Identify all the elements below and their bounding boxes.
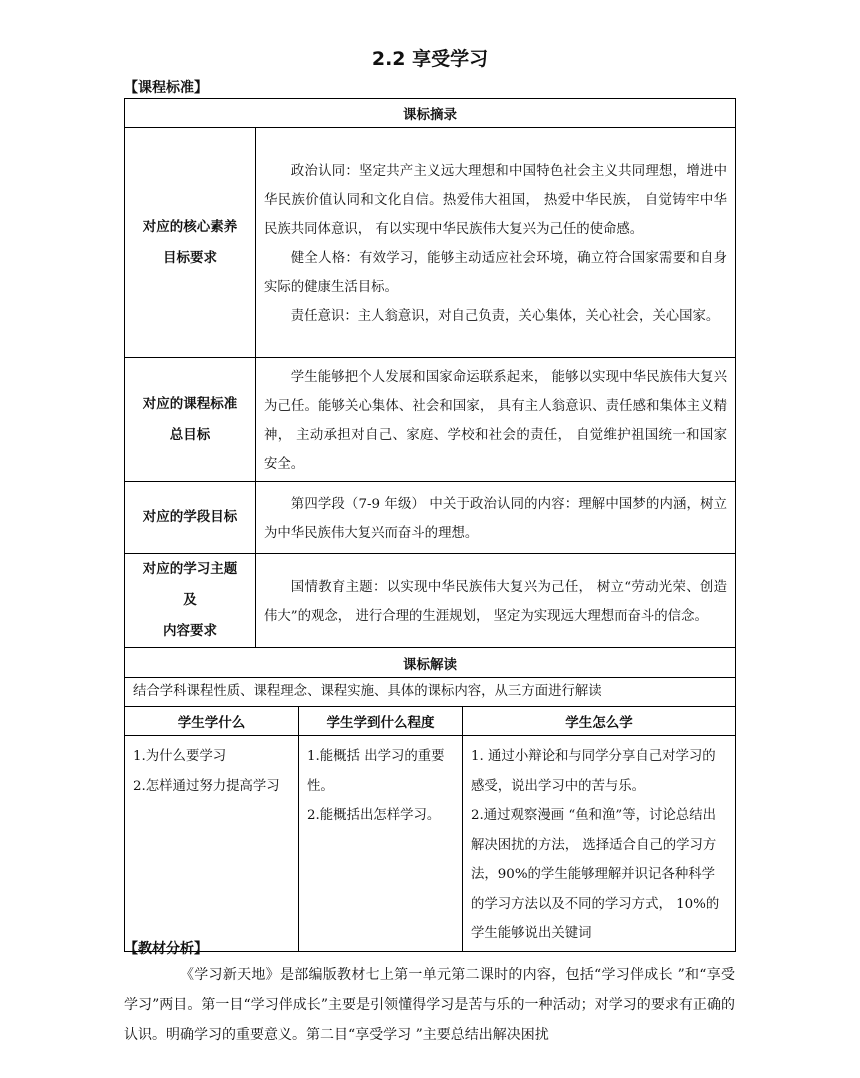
list-item: 1.为什么要学习 (133, 749, 227, 764)
column-header: 学生怎么学 (463, 707, 736, 736)
row-label: 对应的核心素养 目标要求 (125, 128, 256, 358)
interpret-intro: 结合学科课程性质、课程理念、课程实施、具体的课标内容，从三方面进行解读 (125, 678, 736, 707)
table-row (125, 128, 736, 358)
row-label: 对应的学段目标 (125, 482, 256, 554)
table-row (125, 482, 736, 554)
table-row (125, 358, 736, 482)
column-header: 学生学什么 (125, 707, 299, 736)
list-item: 1. 通过小辩论和与同学分享自己对学习的感受，说出学习中的苦与乐。 (471, 749, 716, 794)
table-row (125, 554, 736, 648)
excerpt-header: 课标摘录 (125, 99, 736, 128)
list-item: 1.能概括 出学习的重要性。 (307, 749, 445, 794)
curriculum-standard-table (124, 98, 736, 952)
interpret-header: 课标解读 (125, 648, 736, 678)
what-to-learn-cell (125, 736, 299, 952)
table-row (125, 736, 736, 952)
column-header: 学生学到什么程度 (299, 707, 463, 736)
row-label: 对应的学习主题 及 内容要求 (125, 554, 256, 648)
row-content: 学生能够把个人发展和国家命运联系起来， 能够以实现中华民族伟大复兴为己任。能够关心集体、社会和国家， 具有主人翁意识、责任感和集体主义精神， 主动承担对自己、家庭、学校和社会的责任， 自觉维护祖国统一和国家安全。 (256, 358, 736, 482)
row-content: 国情教育主题：以实现中华民族伟大复兴为己任， 树立“劳动光荣、创造伟大”的观念， 进行合理的生涯规划， 坚定为实现远大理想而奋斗的信念。 (256, 554, 736, 648)
how-to-learn-cell (463, 736, 736, 952)
section-label-analysis: 【教材分析】 (124, 941, 208, 957)
learning-degree-cell (299, 736, 463, 952)
analysis-paragraph: 《学习新天地》是部编版教材七上第一单元第二课时的内容，包括“学习伴成长 ”和“享受学习”两目。第一目“学习伴成长”主要是引领懂得学习是苦与乐的一种活动；对学习的要求有正确的认识。明确学习的重要意义。第二目“享受学习 ”主要总结出解决困扰 (124, 967, 735, 1043)
row-content: 第四学段（7-9 年级） 中关于政治认同的内容：理解中国梦的内涵，树立为中华民族伟大复兴而奋斗的理想。 (256, 482, 736, 554)
page-title: 2.2 享受学习 (371, 48, 489, 70)
row-label: 对应的课程标准 总目标 (125, 358, 256, 482)
list-item: 2.能概括出怎样学习。 (307, 808, 441, 823)
list-item: 2.怎样通过努力提高学习 (133, 778, 280, 794)
row-content: 政治认同：坚定共产主义远大理想和中国特色社会主义共同理想，增进中华民族价值认同和文化自信。热爱伟大祖国， 热爱中华民族， 自觉铸牢中华民族共同体意识， 有以实现中华民族伟大复兴为己任的使命感。 健全人格：有效学习，能够主动适应社会环境，确立符合国家需要和自身实际的健康生活目标。 责任意识：主人翁意识，对自己负责，关心集体，关心社会，关心国家。 (256, 128, 736, 358)
section-label-standard: 【课程标准】 (124, 80, 208, 96)
list-item: 2.通过观察漫画 “鱼和渔”等，讨论总结出解决困扰的方法， 选择适合自己的学习方法，90%的学生能够理解并识记各种科学的学习方法以及不同的学习方式， 10%的学生能够说出关键词 (471, 808, 720, 941)
